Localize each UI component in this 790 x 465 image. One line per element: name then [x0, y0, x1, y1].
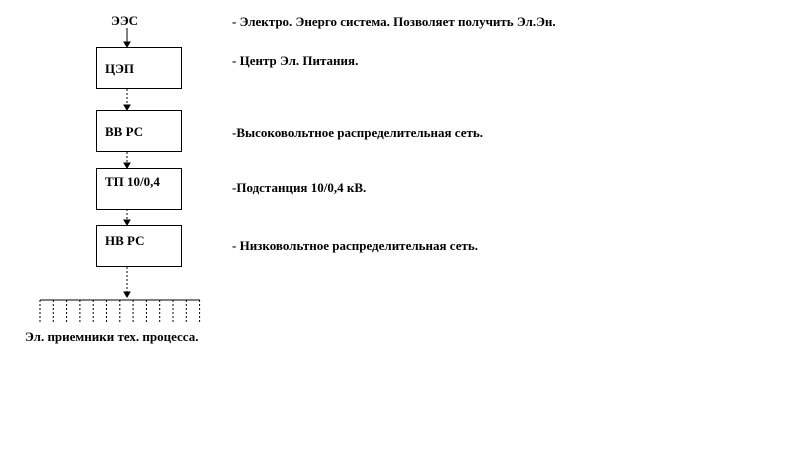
node-tp-description: -Подстанция 10/0,4 кВ.	[232, 180, 367, 195]
arrow-head	[124, 292, 130, 297]
node-cep	[96, 47, 182, 89]
node-vvrs-description: -Высоковольтное распределительная сеть.	[232, 125, 483, 140]
source-label: ЭЭС	[111, 13, 139, 28]
consumers-label: Эл. приемники тех. процесса.	[25, 329, 199, 344]
node-nvrs	[96, 225, 182, 267]
node-cep-label: ЦЭП	[105, 61, 135, 76]
node-vvrs	[96, 110, 182, 152]
node-cep-description: - Центр Эл. Питания.	[232, 53, 359, 68]
node-nvrs-description: - Низковольтное распределительная сеть.	[232, 238, 478, 253]
node-tp	[96, 168, 182, 210]
source-description: - Электро. Энерго система. Позволяет получить Эл.Эн.	[232, 14, 556, 29]
node-vvrs-label: ВВ РС	[105, 124, 144, 139]
consumer-ticks	[40, 300, 200, 324]
node-tp-label: ТП 10/0,4	[105, 174, 160, 189]
node-nvrs-label: НВ РС	[105, 233, 145, 248]
